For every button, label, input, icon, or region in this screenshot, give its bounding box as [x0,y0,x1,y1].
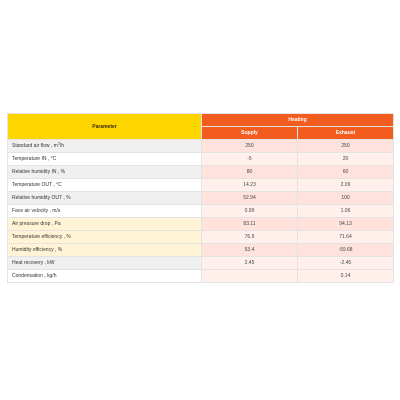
row-label: Air pressure drop , Pa [8,218,202,231]
row-label: Heat recovery , kW [8,257,202,270]
row-label: Temperature OUT , °C [8,179,202,192]
exhaust-value: 71.64 [298,231,394,244]
supply-value: 76.9 [202,231,298,244]
exhaust-value: -59.68 [298,244,394,257]
row-label: Temperature IN , °C [8,153,202,166]
row-label: Temperature efficiency , % [8,231,202,244]
supply-value: 250 [202,140,298,153]
exhaust-value: -2.45 [298,257,394,270]
supply-value: 52.94 [202,192,298,205]
supply-value [202,270,298,283]
exhaust-value: 2.09 [298,179,394,192]
supply-value: 2.45 [202,257,298,270]
exhaust-column-header: Exhaust [298,127,394,140]
supply-value: -5 [202,153,298,166]
heat-recovery-results-table [7,113,394,283]
supply-value: 83.11 [202,218,298,231]
row-label: Condensation , kg/h [8,270,202,283]
table-row [8,231,394,244]
supply-column-header: Supply [202,127,298,140]
table-row [8,218,394,231]
exhaust-value: 20 [298,153,394,166]
table-row [8,257,394,270]
row-label [8,140,202,153]
supply-value: 14.23 [202,179,298,192]
supply-value: 53.4 [202,244,298,257]
row-label: Relative humidity IN , % [8,166,202,179]
table-row [8,153,394,166]
exhaust-value: 1.06 [298,205,394,218]
heating-group-header: Heating [202,114,394,127]
exhaust-value: 100 [298,192,394,205]
exhaust-value: 0.14 [298,270,394,283]
table-row [8,179,394,192]
table-row [8,166,394,179]
supply-value: 0.99 [202,205,298,218]
table-row [8,270,394,283]
table-row [8,244,394,257]
row-label: Relative humidity OUT , % [8,192,202,205]
row-label-tail: /h [59,143,64,149]
table-row [8,192,394,205]
parameter-column-header: Parameter [8,114,202,140]
row-label-text: Standard air flow , m [12,143,58,149]
row-label-superscript: 3 [57,141,60,146]
exhaust-value: 94.13 [298,218,394,231]
row-label: Humidity efficiency , % [8,244,202,257]
exhaust-value: 250 [298,140,394,153]
table-row [8,205,394,218]
exhaust-value: 60 [298,166,394,179]
results-table-container [7,113,393,283]
supply-value: 80 [202,166,298,179]
table-row [8,140,394,153]
row-label: Face air velocity , m/s [8,205,202,218]
